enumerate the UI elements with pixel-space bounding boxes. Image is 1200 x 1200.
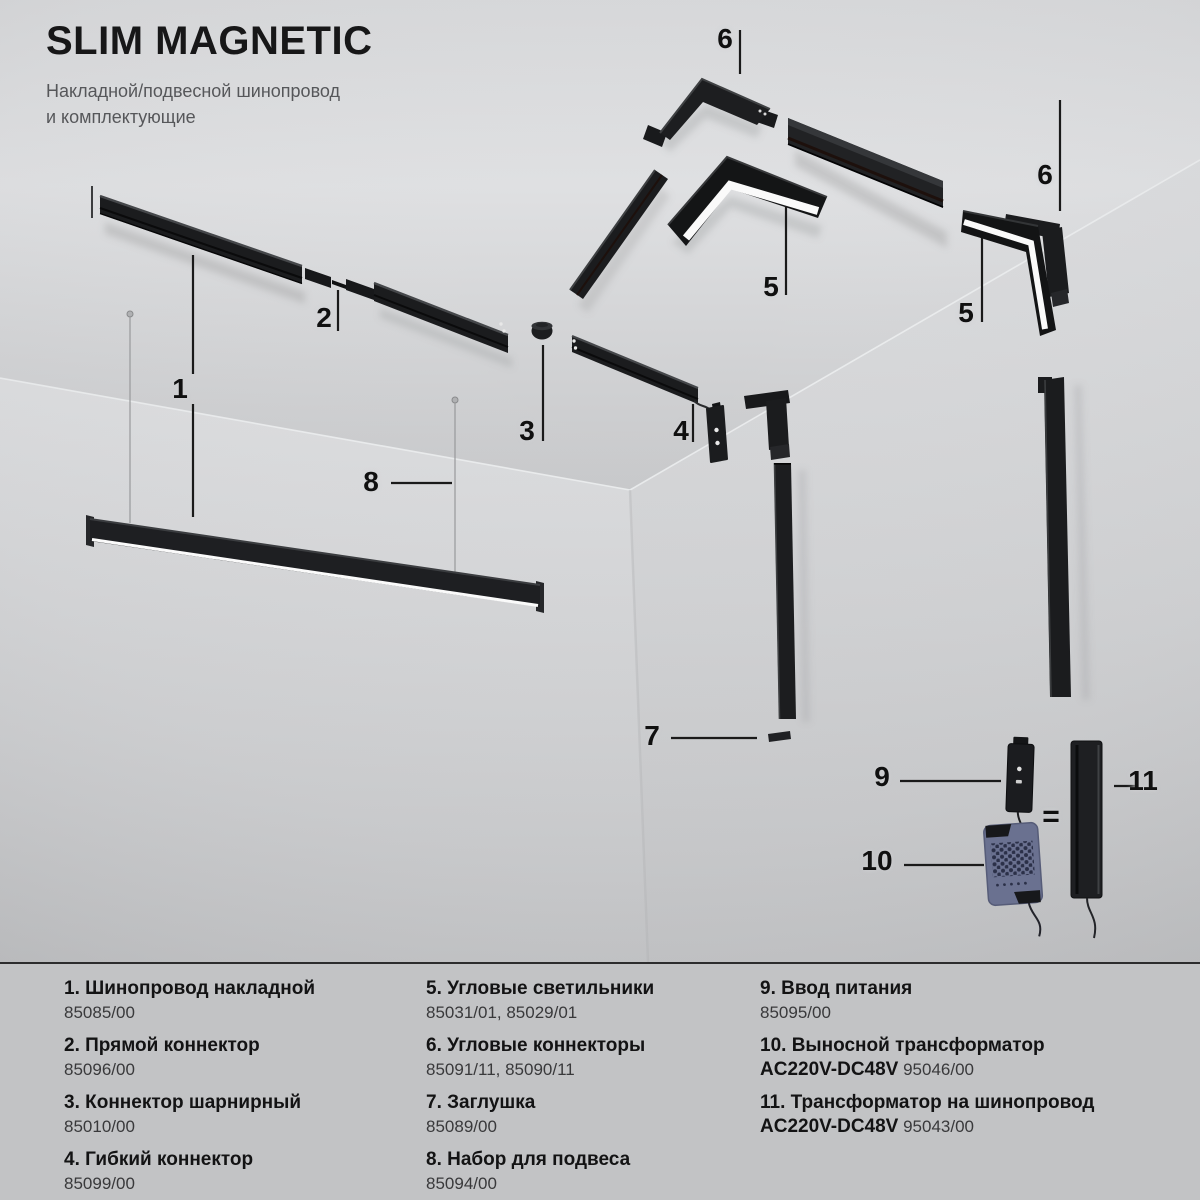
legend-item-11	[760, 1092, 1190, 1136]
legend-item-label: 8. Набор для подвеса	[426, 1149, 631, 1170]
legend-item-label: 5. Угловые светильники	[426, 978, 655, 999]
page-title: SLIM MAGNETIC	[46, 19, 373, 63]
callout-6a: 6	[717, 23, 733, 54]
legend-item-label: 4. Гибкий коннектор	[64, 1149, 254, 1170]
callout-5b: 5	[958, 297, 974, 328]
header	[46, 20, 372, 130]
ceiling-mount-dot	[127, 311, 133, 317]
legend-item-10	[760, 1035, 1190, 1079]
legend-item-3	[64, 1092, 404, 1136]
legend-item-6	[426, 1035, 741, 1079]
callout-4: 4	[673, 415, 689, 446]
legend-item-label: 7. Заглушка	[426, 1092, 536, 1113]
callout-2: 2	[316, 302, 332, 333]
page-subtitle	[46, 78, 372, 130]
legend-item-code: 85085/00	[64, 1003, 135, 1022]
legend-item-4	[64, 1149, 404, 1193]
ceiling-mount-dot	[452, 397, 458, 403]
legend-item-code: 85010/00	[64, 1117, 135, 1136]
legend-column-3	[760, 978, 1190, 1149]
legend-item-code: 85091/11, 85090/11	[426, 1060, 575, 1079]
equals-sign: =	[1042, 800, 1060, 833]
legend-item-7	[426, 1092, 741, 1136]
callout-6b: 6	[1037, 159, 1053, 190]
legend-item-label: 10. Выносной трансформатор	[760, 1035, 1045, 1056]
legend-item-label: 1. Шинопровод накладной	[64, 978, 316, 999]
legend-item-8	[426, 1149, 741, 1193]
legend-column-2	[426, 978, 741, 1200]
callout-9: 9	[874, 761, 890, 792]
callout-7: 7	[644, 720, 660, 751]
legend-item-voltage-code	[760, 1117, 1190, 1136]
legend-item-code: 95046/00	[903, 1060, 974, 1079]
legend-item-code: 85096/00	[64, 1060, 135, 1079]
legend-item-voltage-code	[760, 1060, 1190, 1079]
legend-item-code: 85089/00	[426, 1117, 497, 1136]
legend-item-code: 85094/00	[426, 1174, 497, 1193]
legend-item-code: 85099/00	[64, 1174, 135, 1193]
subtitle-line-1: Накладной/подвесной шинопровод	[46, 81, 341, 101]
legend-item-code: 85095/00	[760, 1003, 831, 1022]
callout-5a: 5	[763, 271, 779, 302]
callout-11: 11	[1128, 765, 1158, 796]
legend-item-code: 95043/00	[903, 1117, 974, 1136]
legend-item-label: 9. Ввод питания	[760, 978, 913, 999]
callout-1: 1	[172, 373, 188, 404]
legend-item-2	[64, 1035, 404, 1079]
flex-connector-end	[707, 402, 727, 462]
legend-item-voltage: AC220V-DC48V	[760, 1059, 899, 1080]
hinge-connector	[532, 322, 553, 340]
legend-item-label: 2. Прямой коннектор	[64, 1035, 260, 1056]
legend-item-label: 11. Трансформатор на шинопровод	[760, 1092, 1095, 1113]
callout-8: 8	[363, 466, 379, 497]
legend-item-1	[64, 978, 404, 1022]
legend-item-voltage: AC220V-DC48V	[760, 1116, 899, 1137]
legend-item-9	[760, 978, 1190, 1022]
legend	[0, 962, 1200, 1200]
legend-column-1	[64, 978, 404, 1200]
legend-item-code: 85031/01, 85029/01	[426, 1003, 578, 1022]
legend-item-label: 3. Коннектор шарнирный	[64, 1092, 302, 1113]
subtitle-line-2: и комплектующие	[46, 107, 196, 127]
callout-3: 3	[519, 415, 535, 446]
callout-10: 10	[861, 845, 893, 876]
legend-item-5	[426, 978, 741, 1022]
legend-item-label: 6. Угловые коннекторы	[426, 1035, 646, 1056]
